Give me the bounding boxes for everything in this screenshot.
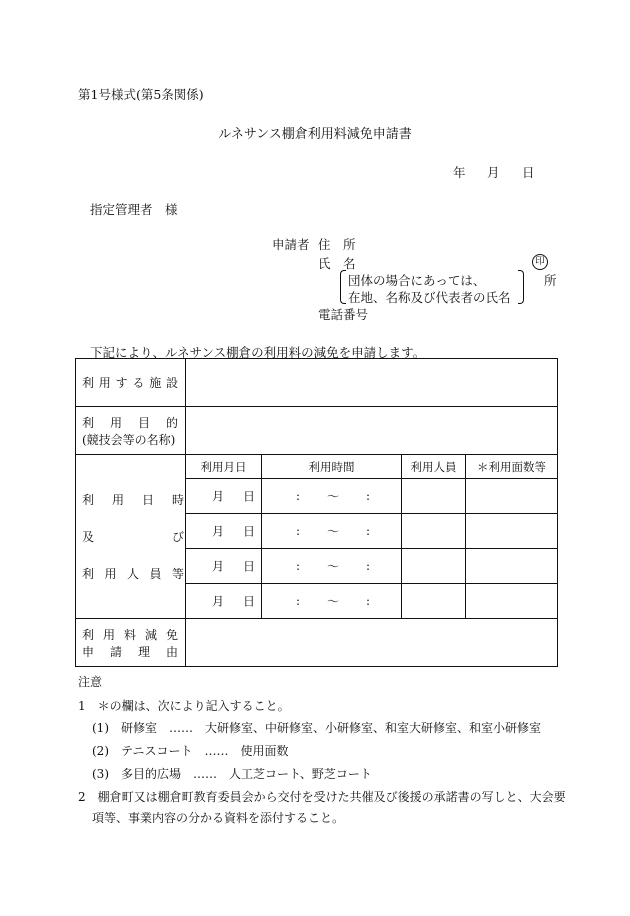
reason-label-line2: 申 請 理 由: [82, 644, 178, 659]
area-cell[interactable]: [466, 514, 558, 549]
date-day-label: 日: [522, 165, 535, 180]
header-people: 利用人員: [402, 455, 466, 479]
note-sub-2: (2) テニスコート …… 使用面数: [92, 744, 289, 758]
purpose-sublabel: (競技会等の名称): [82, 432, 176, 447]
time-cell[interactable]: : 〜 :: [262, 549, 402, 584]
addressee: 指定管理者 様: [90, 202, 178, 217]
bracket-left: [340, 270, 346, 304]
people-cell[interactable]: [402, 514, 466, 549]
address-label: 住 所: [318, 237, 356, 252]
time-cell[interactable]: : 〜 :: [262, 479, 402, 514]
header-time: 利用時間: [262, 455, 402, 479]
people-cell[interactable]: [402, 584, 466, 619]
facility-label: 利 用 す る 施 設: [82, 376, 178, 390]
reason-label-line1: 利 用 料 減 免: [82, 627, 178, 642]
group-note-line1: 団体の場合にあっては、: [348, 273, 486, 288]
purpose-input-cell[interactable]: [186, 407, 558, 455]
area-cell[interactable]: [466, 479, 558, 514]
form-number: 第1号様式(第5条関係): [78, 87, 204, 102]
facility-label-cell: [76, 359, 186, 407]
date-cell[interactable]: 月 日: [186, 479, 262, 514]
note-sub-3: (3) 多目的広場 …… 人工芝コート、野芝コート: [92, 767, 372, 781]
name-label: 氏 名: [318, 256, 356, 271]
area-cell[interactable]: [466, 584, 558, 619]
people-cell[interactable]: [402, 549, 466, 584]
date-cell[interactable]: 月 日: [186, 514, 262, 549]
group-note-line2: 在地、名称及び代表者の氏名: [348, 290, 511, 305]
date-year-label: 年: [453, 165, 466, 180]
notes-heading: 注意: [78, 675, 103, 689]
applicant-label: 申請者: [272, 237, 310, 252]
header-date: 利用月日: [186, 455, 262, 479]
note-item-2-line1: 2 棚倉町又は棚倉町教育委員会から交付を受けた共催及び後援の承諾書の写しと、大会要: [78, 790, 566, 804]
reason-label-cell: [76, 619, 186, 667]
phone-label: 電話番号: [318, 307, 369, 322]
document-title: ルネサンス棚倉利用料減免申請書: [218, 127, 412, 142]
note-item-2-line2: 項等、事業内容の分かる資料を添付すること。: [92, 811, 345, 825]
datetime-label-line3: 利 用 人 員 等: [82, 567, 184, 581]
seal-mark: 印: [532, 254, 548, 270]
date-month-label: 月: [487, 165, 500, 180]
reason-input-cell[interactable]: [186, 619, 558, 667]
application-notice: 下記により、ルネサンス棚倉の利用料の減免を申請します。: [90, 345, 426, 360]
datetime-label-cell: [76, 455, 186, 619]
time-cell[interactable]: : 〜 :: [262, 514, 402, 549]
facility-input-cell[interactable]: [186, 359, 558, 407]
bracket-right: [518, 270, 524, 304]
area-cell[interactable]: [466, 549, 558, 584]
date-cell[interactable]: 月 日: [186, 549, 262, 584]
datetime-label-line2: 及 び: [82, 530, 184, 544]
datetime-label-line1: 利 用 日 時: [82, 493, 184, 507]
purpose-label-cell: [76, 407, 186, 455]
header-area: ＊利用面数等: [466, 455, 558, 479]
note-item-1: 1 ＊の欄は、次により記入すること。: [78, 699, 290, 713]
purpose-label: 利 用 目 的: [82, 415, 178, 430]
note-sub-1: (1) 研修室 …… 大研修室、中研修室、小研修室、和室大研修室、和室小研修室: [92, 721, 542, 735]
date-cell[interactable]: 月 日: [186, 584, 262, 619]
time-cell[interactable]: : 〜 :: [262, 584, 402, 619]
people-cell[interactable]: [402, 479, 466, 514]
place-char: 所: [544, 273, 557, 288]
application-table: [75, 358, 558, 667]
